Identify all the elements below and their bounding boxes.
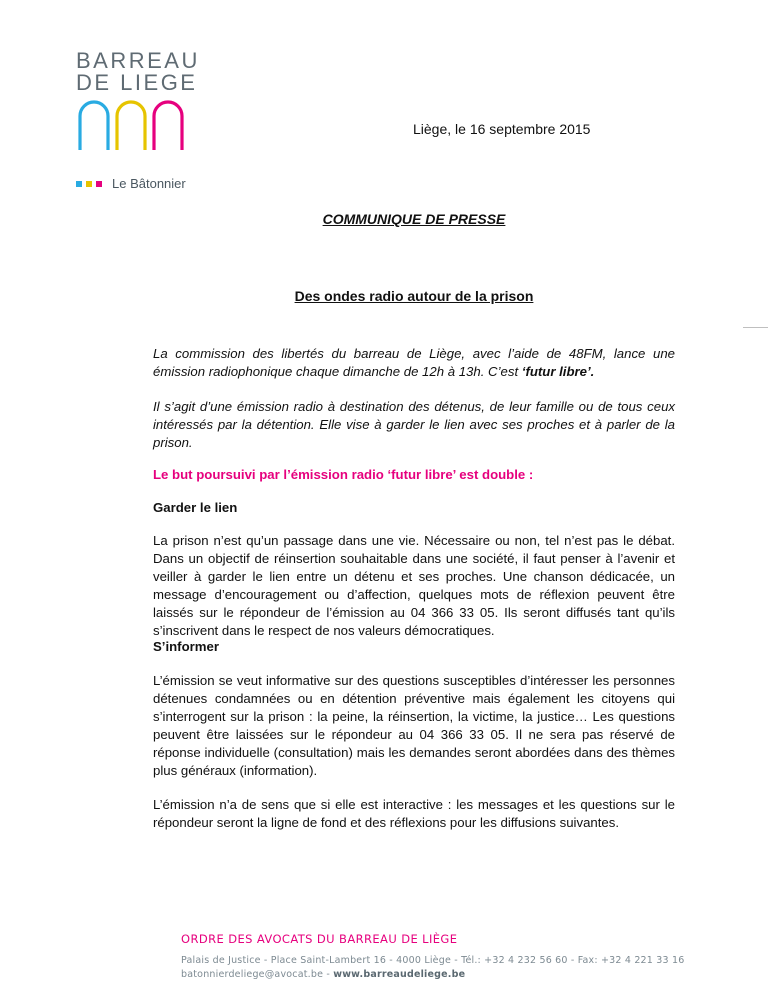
intro-text: La commission des libertés du barreau de Liège, avec l’aide de 48FM, lance une émission radiophonique chaque dimanche de 12h à 13h. C’est (153, 346, 675, 379)
logo-subtitle (76, 176, 186, 191)
section-text-s-informer: L’émission se veut informative sur des questions susceptibles d’intéresser les personnes détenues condamnées ou en détention préventive mais également les citoyens qui s’interrogent sur la prison : la peine, la réinsertion, la victime, la justice… Les questions peuvent être laissées sur le répondeur au 04 366 33 05. Il ne sera pas réservé de réponse individuelle (consultation) mais les demandes seront abordées dans des thèmes plus généraux (information). (153, 673, 675, 778)
cyan-square-icon (76, 181, 82, 187)
logo-line-1: BARREAU (76, 48, 200, 73)
show-name: ‘futur libre’. (521, 364, 595, 379)
closing-paragraph: L’émission n’a de sens que si elle est interactive : les messages et les questions sur le répondeur seront la ligne de fond et des réflexions pour les diffusions suivantes. (153, 797, 675, 830)
footer-website[interactable]: www.barreaudeliege.be (333, 969, 466, 980)
intro-paragraph-1 (153, 345, 675, 381)
page-title: Des ondes radio autour de la prison (294, 288, 534, 304)
purpose-heading: Le but poursuivi par l’émission radio ‘futur libre’ est double : (153, 467, 534, 482)
footer-separator: - (323, 969, 334, 980)
section-title-s-informer: S’informer (153, 639, 219, 654)
logo-wordmark (76, 50, 200, 94)
date-line: Liège, le 16 septembre 2015 (413, 121, 591, 137)
yellow-square-icon (86, 181, 92, 187)
logo-arches-icon (76, 96, 188, 157)
footer-organization: ORDRE DES AVOCATS DU BARREAU DE LIÈGE (181, 932, 458, 946)
logo-line-2: DE LIEGE (76, 70, 198, 95)
section-text-garder-le-lien: La prison n’est qu’un passage dans une vie. Nécessaire ou non, tel n’est pas le débat. Dans un objectif de réinsertion souhaitable dans une société, il faut penser à l’avenir et veiller à garder le lien entre un détenu et ses proches. Une chanson dédicacée, un message d’encouragement ou d’affection, quelques mots de réflexion peuvent être laissés sur le répondeur de l’émission au 04 366 33 05. Ils seront diffusés tant qu’ils s’inscrivent dans le respect de nos valeurs démocratiques. (153, 533, 675, 638)
section-title-garder-le-lien: Garder le lien (153, 500, 238, 515)
magenta-square-icon (96, 181, 102, 187)
intro-paragraph-2: Il s’agit d’une émission radio à destination des détenus, de leur famille ou de tous ceux intéressés par la détention. Elle vise à garder le lien avec ses proches et à parler de la prison. (153, 399, 675, 450)
footer-contact (181, 969, 465, 980)
margin-divider (743, 327, 768, 328)
subtitle-text: Le Bâtonnier (112, 176, 186, 191)
footer-address: Palais de Justice - Place Saint-Lambert 16 - 4000 Liège - Tél.: +32 4 232 56 60 - Fax: +32 4 221 33 16 (181, 955, 685, 966)
press-release-heading: COMMUNIQUE DE PRESSE (322, 211, 506, 227)
footer-email[interactable]: batonnierdeliege@avocat.be (181, 969, 324, 980)
